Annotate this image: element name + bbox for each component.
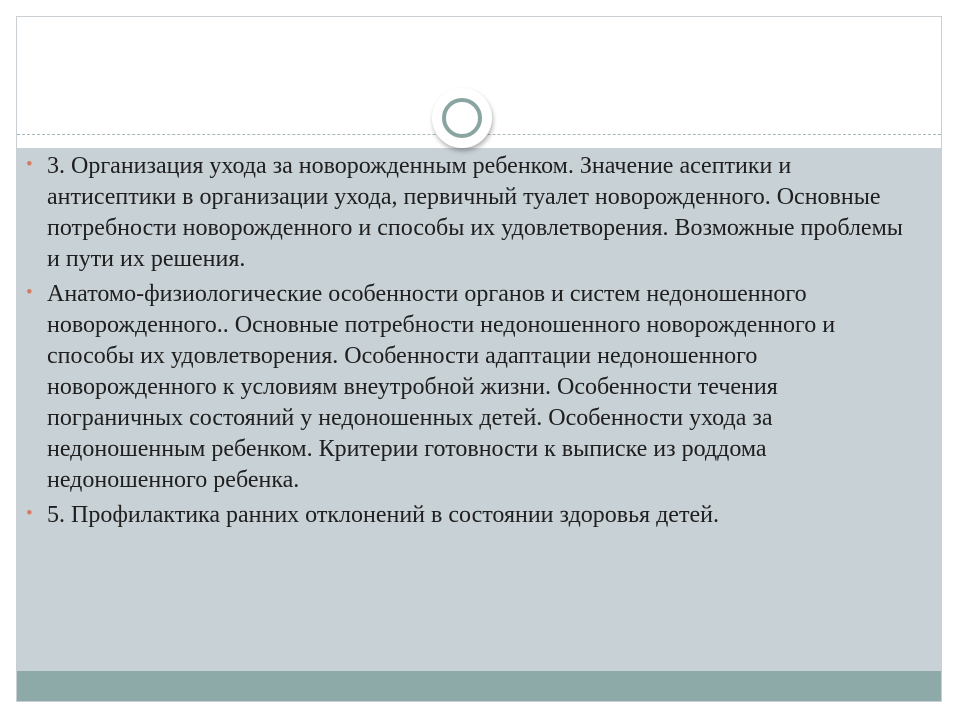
footer-band [17,671,941,702]
bullet-item [26,151,906,275]
bullet-item [26,500,906,531]
ring-ornament-icon [432,88,492,148]
ring-inner [442,98,482,138]
bullet-item [26,279,906,496]
bullet-dot-icon: • [26,503,33,524]
bullet-text: Анатомо-физиологические особенности органов и систем недоношенного новорожденного.. Основные потребности недоношенного новорожденного и способы их удовлетворения. Особенности адаптации недоношенного новорожденного к условиям внеутробной жизни. Особенности течения пограничных состояний у недоношенных детей. Особенности ухода за недоношенным ребенком. Критерии готовности к выписке из роддома недоношенного ребенка. [47,281,836,493]
bullet-text: 5. Профилактика ранних отклонений в состоянии здоровья детей. [47,502,719,528]
bullet-text: 3. Организация ухода за новорожденным ребенком. Значение асептики и антисептики в организации ухода, первичный туалет новорожденного. Основные потребности новорожденного и способы их удовлетворения. Возможные проблемы и пути их решения. [47,153,903,272]
bullet-list [26,151,906,535]
bullet-dot-icon: • [26,282,33,303]
bullet-dot-icon: • [26,154,33,175]
